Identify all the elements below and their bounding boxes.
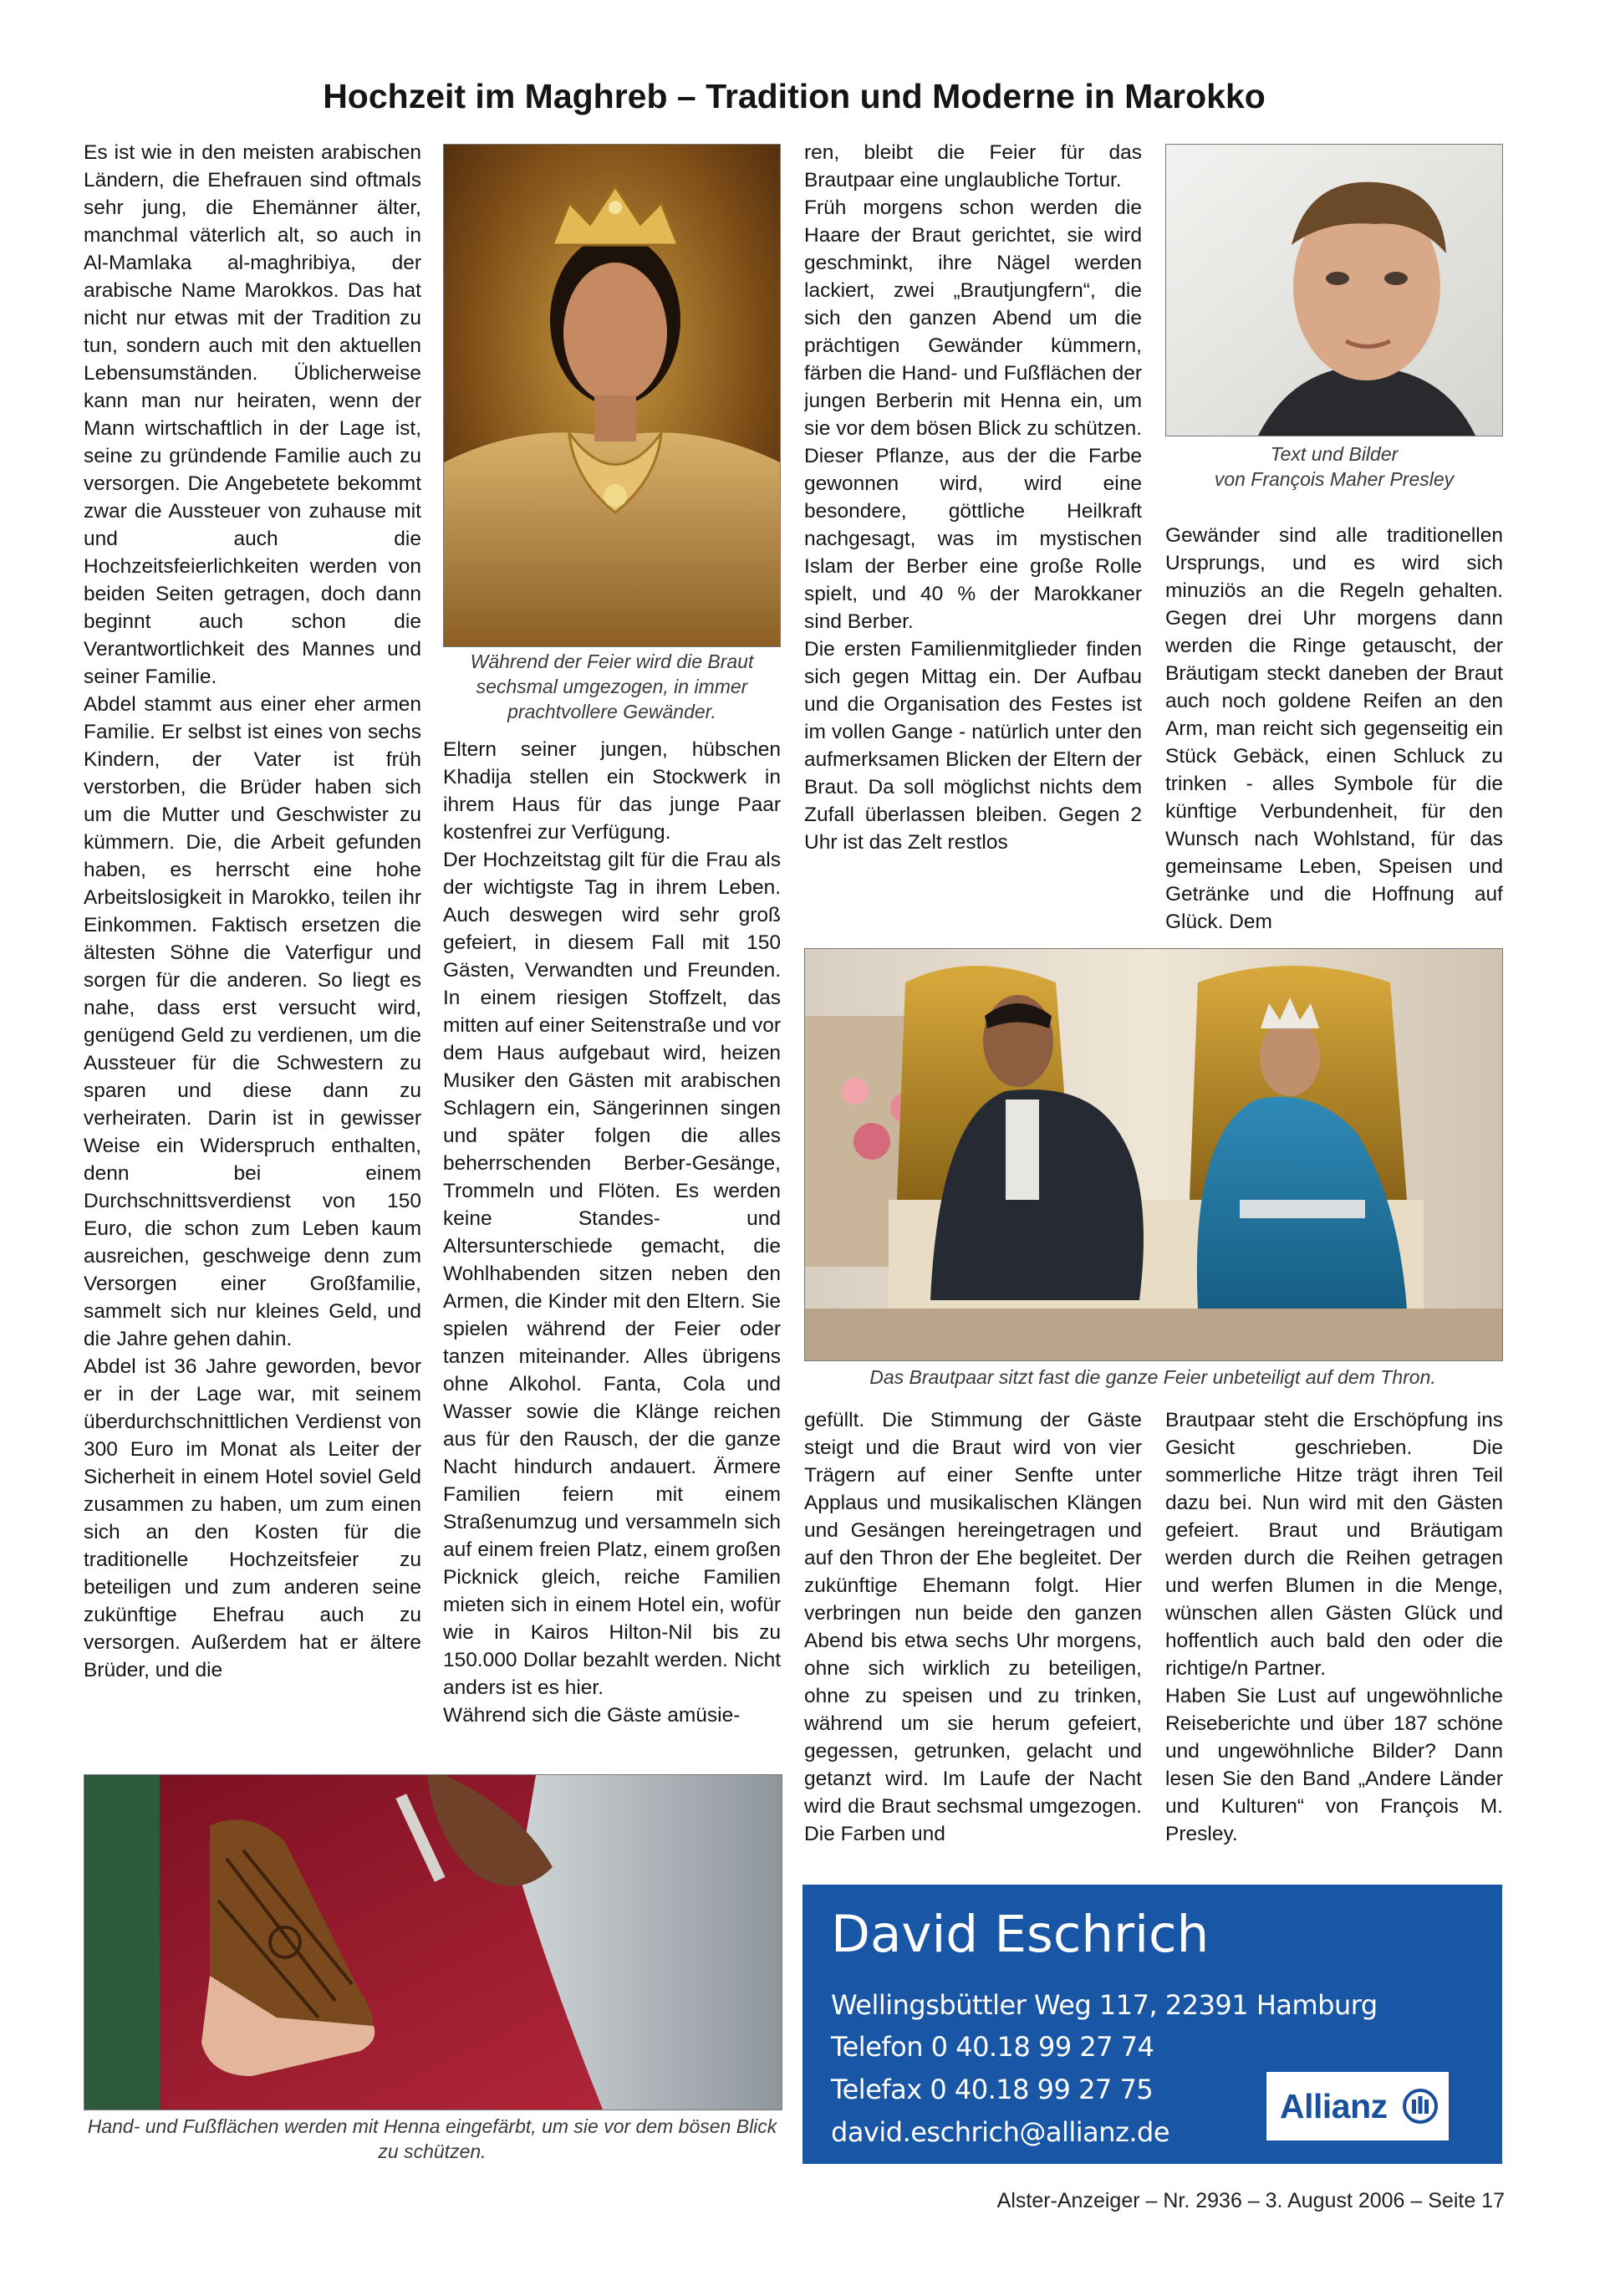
article-column-4-top — [1165, 522, 1503, 936]
article-column-3-top — [804, 139, 1142, 933]
bride-photo — [443, 144, 781, 647]
paragraph: Haben Sie Lust auf ungewöhnliche Reiseberichte und über 187 schöne und ungewöhnliche Bilder? Dann lesen Sie den Band „Andere Länder und Kulturen“ von François M. Presley. — [1165, 1685, 1503, 1845]
allianz-logo-text: Allianz — [1280, 2087, 1388, 2125]
paragraph: Der Hochzeitstag gilt für die Frau als der wichtigste Tag in ihrem Leben. Auch deswegen wird sehr groß gefeiert, in diesem Fall mit 150 Gästen, Verwandten und Freunden. In einem riesigen Stoffzelt, das mitten auf einer Seitenstraße und vor dem Haus aufgebaut wird, heizen Musiker den Gästen mit arabischen Schlagern ein, Sängerinnen singen und später folgen die alles beherrschenden Berber-Gesänge, Trommeln und Flöten. Es werden keine Standes- und Altersunterschiede gemacht, die Wohlhabenden sitzen neben den Armen, die Kinder mit den Eltern. Sie spielen während der Feier oder tanzen miteinander. Alles übrigens ohne Alkohol. Fanta, Cola und Wasser sowie die Klänge reichen aus für den Rausch, der die ganze Nacht hindurch andauert. Ärmere Familien feiern mit einem Straßenumzug und versammeln sich auf einem freien Platz, einem großen Picknick gleich, reiche Familien mieten sich in einem Hotel ein, wofür wie in Kairos Hilton-Nil bis zu 150.000 Dollar bezahlt werden. Nicht anders ist es hier. — [443, 849, 781, 1699]
paragraph: Früh morgens schon werden die Haare der Braut gerichtet, sie wird geschminkt, ihre Nägel werden lackiert, zwei „Brautjungfern“, die sich den ganzen Abend um die prächtigen Gewänder kümmern, färben die Hand- und Fußflächen der jungen Berberin mit Henna ein, um sie vor dem bösen Blick zu schützen. Dieser Pflanze, aus der die Farbe gewonnen wird, wird eine besondere, göttliche Heilkraft nachgesagt, was im mystischen Islam der Berber eine große Rolle spielt, und 40 % der Marokkaner sind Berber. — [804, 196, 1142, 633]
paragraph: Gewänder sind alle traditionellen Ursprungs, und es wird sich minuziös an die Regeln gehalten. Gegen drei Uhr morgens dann werden die Ringe getauscht, der Bräutigam steckt daneben der Braut auch noch goldene Reifen an den Arm, man reicht sich gegenseitig ein Stück Gebäck, einen Schluck zu trinken - alles Symbole für die künftige Verbundenheit, für den Wunsch nach Wohlstand, für das gemeinsame Leben, Speisen und Getränke und die Hoffnung auf Glück. Dem — [1165, 524, 1503, 933]
allianz-advertisement — [802, 1885, 1502, 2164]
paragraph: Abdel ist 36 Jahre geworden, bevor er in der Lage war, mit seinem überdurchschnittlichen Verdienst von 300 Euro im Monat als Leiter der Sicherheit in einem Hotel soviel Geld zusammen zu haben, um zum einen sich an den Kosten für die traditionelle Hochzeitsfeier zu beteiligen und zum anderen seine zukünftige Ehefrau auch zu versorgen. Außerdem hat er ältere Brüder, und die — [84, 1355, 421, 1681]
paragraph: Die ersten Familienmitglieder finden sich gegen Mittag ein. Der Aufbau und die Organisation des Festes ist im vollen Gange - natürlich unter den aufmerksamen Blicken der Eltern der Braut. Da soll möglichst nichts dem Zufall überlassen bleiben. Gegen 2 Uhr ist das Zelt restlos — [804, 638, 1142, 854]
henna-photo — [84, 1774, 782, 2110]
article-column-1 — [84, 139, 421, 1761]
ad-fax: Telefax 0 40.18 99 27 75 — [831, 2074, 1154, 2105]
paragraph: Abdel stammt aus einer eher armen Familie. Er selbst ist eines von sechs Kindern, der Vater ist früh verstorben, die Brüder haben sich um die Mutter und Geschwister zu kümmern. Die, die Arbeit gefunden haben, es herrscht eine hohe Arbeitslosigkeit in Marokko, teilen ihr Einkommen. Faktisch ersetzen die ältesten Söhne die Vaterfigur und sorgen für die anderen. So liegt es nahe, dass erst versucht wird, genügend Geld zu verdienen, um die Aussteuer für die Schwestern zu sparen und diese dann zu verheiraten. Darin ist in gewisser Weise ein Widerspruch enthalten, denn bei einem Durchschnittsverdienst von 150 Euro, die schon zum Leben kaum ausreichen, geschweige denn zum Versorgen einer Großfamilie, sammelt sich nur kleines Geld, und die Jahre gehen dahin. — [84, 693, 421, 1350]
article-column-2 — [443, 736, 781, 1766]
author-caption — [1165, 441, 1503, 492]
ad-email: david.eschrich@allianz.de — [831, 2116, 1170, 2148]
author-caption-line-2: von François Maher Presley — [1214, 468, 1455, 490]
article-title: Hochzeit im Maghreb – Tradition und Moderne in Marokko — [323, 77, 1266, 115]
couple-photo-caption: Das Brautpaar sitzt fast die ganze Feier unbeteiligt auf dem Thron. — [869, 1366, 1436, 1388]
couple-photo — [804, 948, 1503, 1361]
paragraph: Eltern seiner jungen, hübschen Khadija stellen ein Stockwerk in ihrem Haus für das junge Paar kostenfrei zur Verfügung. — [443, 738, 781, 844]
author-caption-line-1: Text und Bilder — [1270, 443, 1399, 465]
article-column-3-bottom — [804, 1406, 1142, 1879]
ad-address: Wellingsbüttler Weg 117, 22391 Hamburg — [831, 1989, 1378, 2021]
paragraph: Es ist wie in den meisten arabischen Ländern, die Ehefrauen sind oftmals sehr jung, die Ehemänner älter, manchmal väterlich alt, so auch in Al-Mamlaka al-maghribiya, der arabische Name Marokkos. Das hat nicht nur etwas mit der Tradition zu tun, sondern auch mit den aktuellen Lebensumständen. Üblicherweise kann man nur heiraten, wenn der Mann wirtschaftlich in der Lage ist, seine zu gründende Familie auch zu versorgen. Die Angebetete bekommt zwar die Aussteuer von zuhause mit und auch die Hochzeitsfeierlichkeiten werden von beiden Seiten getragen, doch dann beginnt auch schon die Verantwortlichkeit des Mannes und seiner Familie. — [84, 141, 421, 688]
allianz-eagle-icon — [1402, 2088, 1439, 2125]
bride-photo-caption: Während der Feier wird die Braut sechsmal umgezogen, in immer prachtvollere Gewänder. — [470, 651, 754, 722]
article-column-4-bottom — [1165, 1406, 1503, 1879]
ad-agent-name: David Eschrich — [831, 1905, 1210, 1964]
paragraph: ren, bleibt die Feier für das Brautpaar eine unglaubliche Tortur. — [804, 141, 1142, 191]
page-footer: Alster-Anzeiger – Nr. 2936 – 3. August 2006 – Seite 17 — [996, 2189, 1505, 2212]
allianz-logo — [1266, 2072, 1449, 2140]
author-photo — [1165, 144, 1503, 436]
henna-photo-caption: Hand- und Fußflächen werden mit Henna eingefärbt, um sie vor dem bösen Blick zu schützen. — [87, 2115, 777, 2162]
paragraph: Während sich die Gäste amüsie- — [443, 1704, 741, 1727]
ad-phone: Telefon 0 40.18 99 27 74 — [831, 2031, 1154, 2063]
paragraph: Brautpaar steht die Erschöpfung ins Gesicht geschrieben. Die sommerliche Hitze trägt ihren Teil dazu bei. Nun wird mit den Gästen gefeiert. Braut und Bräutigam werden durch die Reihen getragen und werfen Blumen in die Menge, wünschen allen Gästen Glück und hoffentlich auch bald den oder die richtige/n Partner. — [1165, 1409, 1503, 1680]
paragraph: gefüllt. Die Stimmung der Gäste steigt und die Braut wird von vier Trägern auf einer Senfte unter Applaus und musikalischen Klängen und Gesängen hereingetragen und auf den Thron der Ehe begleitet. Der zukünftige Ehemann folgt. Hier verbringen nun beide den ganzen Abend bis etwa sechs Uhr morgens, ohne sich wirklich zu beteiligen, ohne zu speisen und zu trinken, während um sie herum gefeiert, gegessen, getrunken, gelacht und getanzt wird. Im Laufe der Nacht wird die Braut sechsmal umgezogen. Die Farben und — [804, 1409, 1142, 1845]
